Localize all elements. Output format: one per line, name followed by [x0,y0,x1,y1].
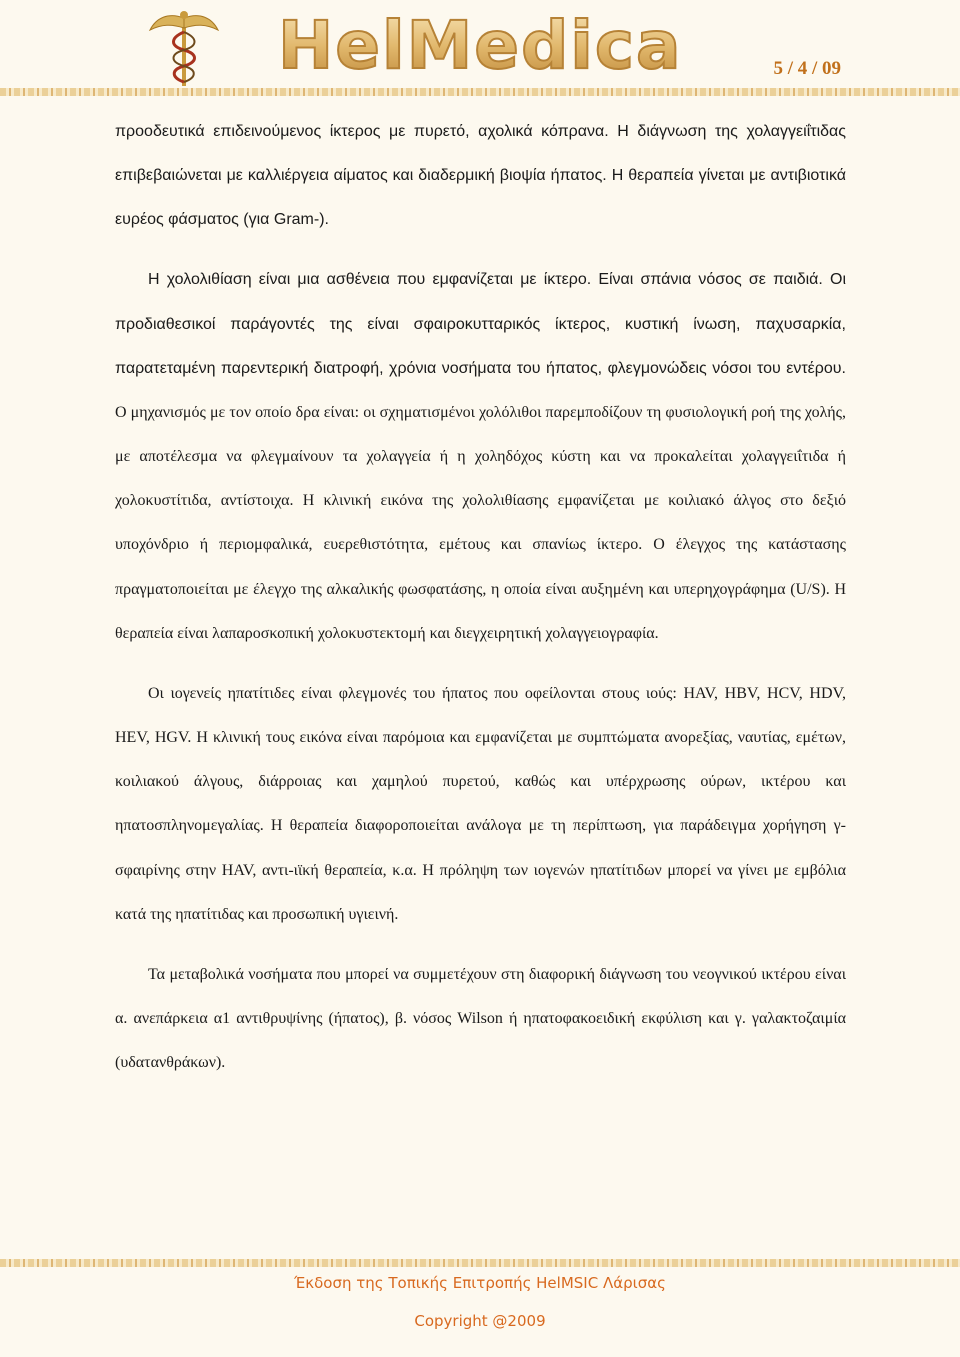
paragraph-cholelithiasis [115,258,846,655]
paragraph-viral-hepatitis [115,672,846,937]
paragraph-text: Τα μεταβολικά νοσήματα που μπορεί να συμμετέχουν στη διαφορική διάγνωση του νεογνικού ικτέρου είναι α. ανεπάρκεια α1 αντιθρυψίνης (ήπατος), β. νόσος Wilson ή ηπατοφακοειδική εκφύλιση και γ. γαλακτοζαιμία (υδατανθράκων). [115,965,846,1072]
paragraph-metabolic-diseases [115,953,846,1085]
header-decorative-rule [0,88,960,96]
page-header [0,0,960,96]
paragraph-text: Η χολολιθίαση είναι μια ασθένεια που εμφανίζεται με ίκτερο. Είναι σπάνια νόσος σε παιδιά. Οι προδιαθεσικοί παράγοντές της είναι σφαιροκυτταρικός ίκτερος, κυστική ίνωση, παχυσαρκία, παρατεταμένη παρεντερική διατροφή, χρόνια νοσήματα του ήπατος, φλεγμονώδεις νόσοι του εντέρου. [115,271,846,377]
helmedica-logo-wordmark [272,6,702,80]
paragraph-text: Οι ιογενείς ηπατίτιδες είναι φλεγμονές του ήπατος που οφείλονται στους ιούς: HAV, HBV, HCV, HDV, HEV, HGV. Η κλινική τους εικόνα είναι παρόμοια και εμφανίζεται με συμπτώματα ανορεξίας, ναυτίας, εμέτων, κοιλιακού άλγους, διάρροιας και χαμηλού πυρετού, καθώς και υπέρχρωσης ούρων, ικτέρου και ηπατοσπληνομεγαλίας. Η θεραπεία διαφοροποιείται ανάλογα με τη περίπτωση, για παράδειγμα χορήγηση γ-σφαιρίνης στην HAV, αντι-ιϊκή θεραπεία, κ.α. Η πρόληψη των ιογενών ηπατίτιδων μπορεί να γίνει με εμβόλια κατά της ηπατίτιδας και προσωπική υγιεινή. [115,684,846,923]
caduceus-emblem-icon [148,8,220,88]
footer-title: Έκδοση της Τοπικής Επιτροπής HelMSIC Λάρισας [294,1274,666,1292]
paragraph-text: Ο μηχανισμός με τον οποίο δρα είναι: οι σχηματισμένοι χολόλιθοι παρεμποδίζουν τη φυσιολογική ροή της χολής, με αποτέλεσμα να φλεγμαίνουν τα χολαγγεία ή η χοληδόχος κύστη και να προκαλείται χολαγγειΐτιδα ή χολοκυστίτιδα, αντίστοιχα. Η κλινική εικόνα της χολολιθίασης εμφανίζεται με κοιλιακό άλγος στο δεξιό υποχόνδριο ή περιομφαλικά, ευερεθιστότητα, εμέτους και σπανίως ίκτερο. Ο έλεγχος της κατάστασης πραγματοποιείται με έλεγχο της αλκαλικής φωσφατάσης, η οποία είναι αυξημένη και υπερηχογράφημα (U/S). Η θεραπεία είναι λαπαροσκοπική χολοκυστεκτομή και διεγχειρητική χολαγγειογραφία. [115,403,846,642]
footer-copyright: Copyright @2009 [414,1312,546,1330]
article-body [115,110,846,1085]
footer-decorative-rule [0,1259,960,1267]
issue-date: 5 / 4 / 09 [773,58,841,79]
svg-text:HelMedica: HelMedica [278,7,683,80]
paragraph-text: προοδευτικά επιδεινούμενος ίκτερος με πυρετό, αχολικά κόπρανα. Η διάγνωση της χολαγγειΐτιδας επιβεβαιώνεται με καλλιέργεια αίματος και διαδερμική βιοψία ήπατος. Η θεραπεία γίνεται με αντιβιοτικά ευρέος φάσματος (για Gram-). [115,123,846,229]
paragraph-cholangitis [115,110,846,242]
